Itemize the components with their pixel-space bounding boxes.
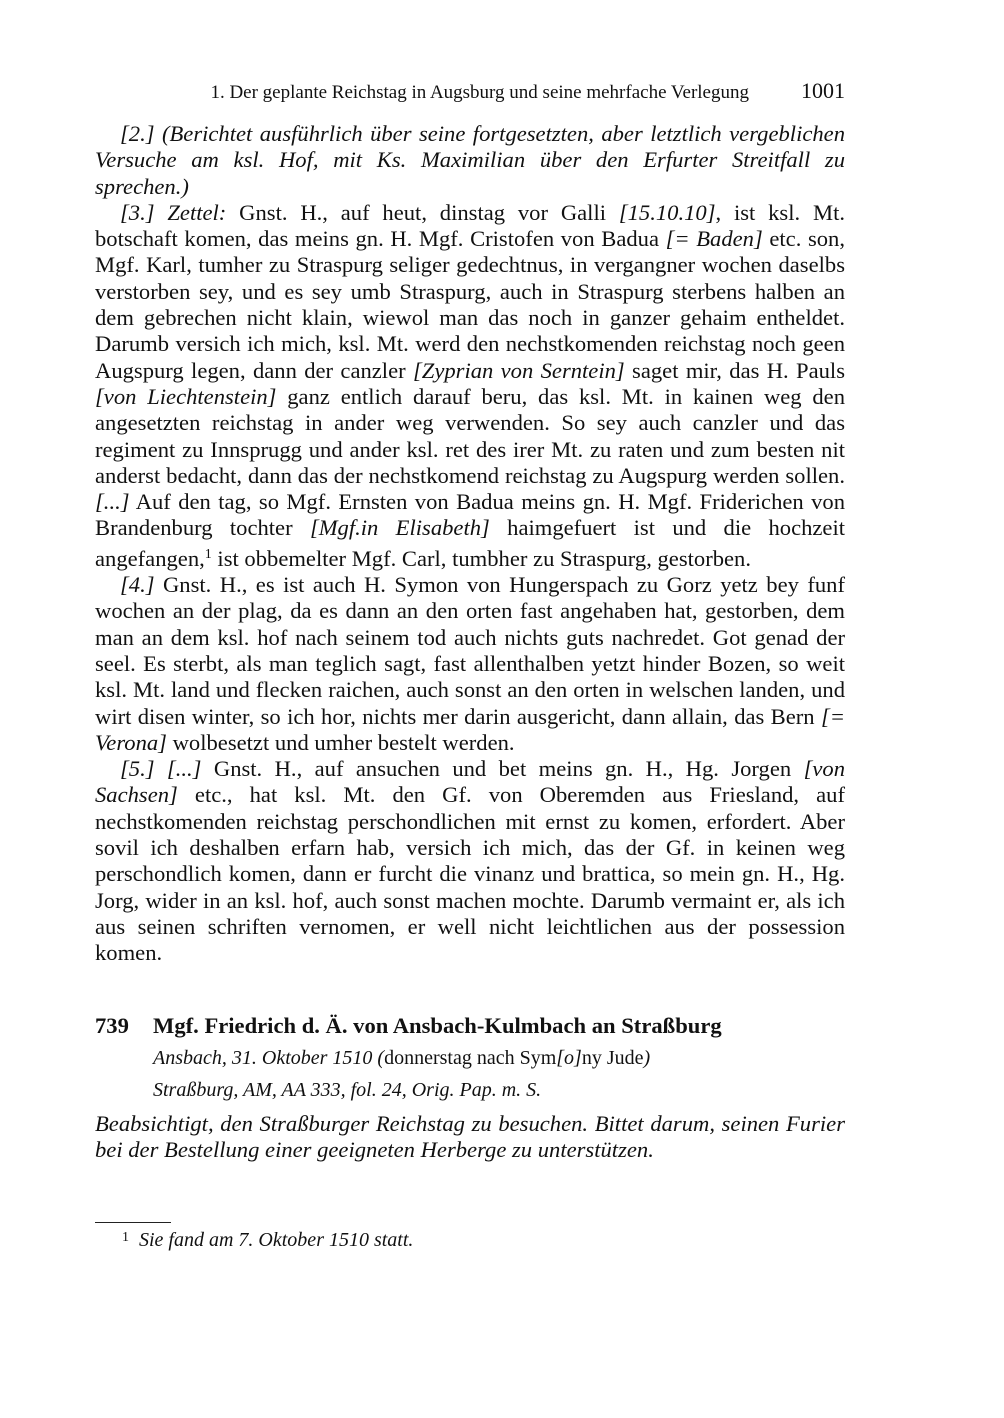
entry-place-date: Ansbach, 31. Oktober 1510 (donnerstag nach Sym[o]ny Jude)	[153, 1046, 651, 1069]
document-entry	[95, 1013, 845, 1164]
entry-heading	[95, 1013, 845, 1039]
paragraph-4: [4.] Gnst. H., es ist auch H. Symon von Hungerspach zu Gorz yetz bey funf wochen an der plag, da es dann an den orten fast angehaben hat, gestorben, dem man an dem ksl. hof nach seinem tod auch nichts guts nachredet. Got genad der seel. Es sterbt, als man teglich sagt, fast allenthalben yetzt hinder Bozen, so weit ksl. Mt. land und flecken raichen, auch sonst an den orten in welschen landen, und wirt disen winter, so ich hor, nichts mer darin ausgericht, dann allain, das Bern [= Verona] wolbesetzt und umher bestelt werden.	[95, 572, 845, 755]
footnote-divider	[95, 1222, 171, 1223]
paragraph-5: [5.] [...] Gnst. H., auf ansuchen und bet meins gn. H., Hg. Jorgen [von Sachsen] etc., hat ksl. Mt. den Gf. von Oberemden aus Friesland, auf nechstkomenden reichstag perschondlichen mit ernst zu komen, erfordert. Aber sovil ich deshalben erfarn hab, versich ich mich, das der Gf. in keinen weg perschondlich komen, dann er furcht die vinanz und brattica, so mein gn. H., Hg. Jorg, wider in an ksl. hof, auch sonst machen mochte. Darumb vermaint er, als ich aus seinen schriften vernomen, er well nicht leichtlichen aus der possession komen.	[95, 756, 845, 966]
running-title: 1. Der geplante Reichstag in Augsburg und seine mehrfache Verlegung	[210, 82, 749, 103]
footnote	[122, 1229, 413, 1252]
entry-number: 739	[95, 1012, 129, 1038]
footnote-reference[interactable]: 1	[204, 546, 212, 562]
footnote-number: 1	[122, 1230, 129, 1245]
paragraph-2: [2.] (Berichtet ausführlich über seine fortgesetzten, aber letztlich vergeblichen Versuche am ksl. Hof, mit Ks. Maximilian über den Erfurter Streitfall zu sprechen.)	[95, 121, 845, 199]
page-number: 1001	[801, 78, 845, 103]
entry-regest: Beabsichtigt, den Straßburger Reichstag zu besuchen. Bittet darum, seinen Furier bei der Bestellung einer geeigneten Herberge zu unterstützen.	[95, 1110, 845, 1162]
document-body	[95, 121, 845, 967]
running-header	[95, 78, 845, 108]
entry-source: Straßburg, AM, AA 333, fol. 24, Orig. Pap. m. S.	[153, 1078, 542, 1101]
entry-metadata	[153, 1045, 845, 1103]
entry-title: Mgf. Friedrich d. Ä. von Ansbach-Kulmbach an Straßburg	[153, 1012, 722, 1038]
page-content	[95, 78, 845, 1163]
paragraph-3: [3.] Zettel: Gnst. H., auf heut, dinstag vor Galli [15.10.10], ist ksl. Mt. botschaft komen, das meins gn. H. Mgf. Cristofen von Badua [= Baden] etc. son, Mgf. Karl, tumher zu Straspurg seliger gedechtnus, in vergangner wochen daselbs verstorben sey, und es sey umb Straspurg, auch in Straspurg sterbens halben an dem gebrechen nicht klain, wiewol man das noch in ganzer gehaim entheldet. Darumb versich ich mich, ksl. Mt. werd den nechstkomenden reichstag noch geen Augspurg legen, dann der canzler [Zyprian von Serntein] saget mir, das H. Pauls [von Liechtenstein] ganz entlich darauf beru, das ksl. Mt. in kainen weg den angesetzten reichstag in ander weg verwenden. So sey auch canzler und das regiment zu Innsprugg und ander ksl. ret des irer Mt. zu raten und zum besten nit anderst bedacht, dann das der nechstkomend reichstag zu Augspurg werden sollen. [...] Auf den tag, so Mgf. Ernsten von Badua meins gn. H. Mgf. Friderichen von Brandenburg tochter [Mgf.in Elisabeth] haimgefuert ist und die hochzeit angefangen,$^1$ ist obbemelter Mgf. Carl, tumbher zu Straspurg, gestorben.	[95, 199, 846, 571]
footnote-text: Sie fand am 7. Oktober 1510 statt.	[139, 1229, 414, 1251]
